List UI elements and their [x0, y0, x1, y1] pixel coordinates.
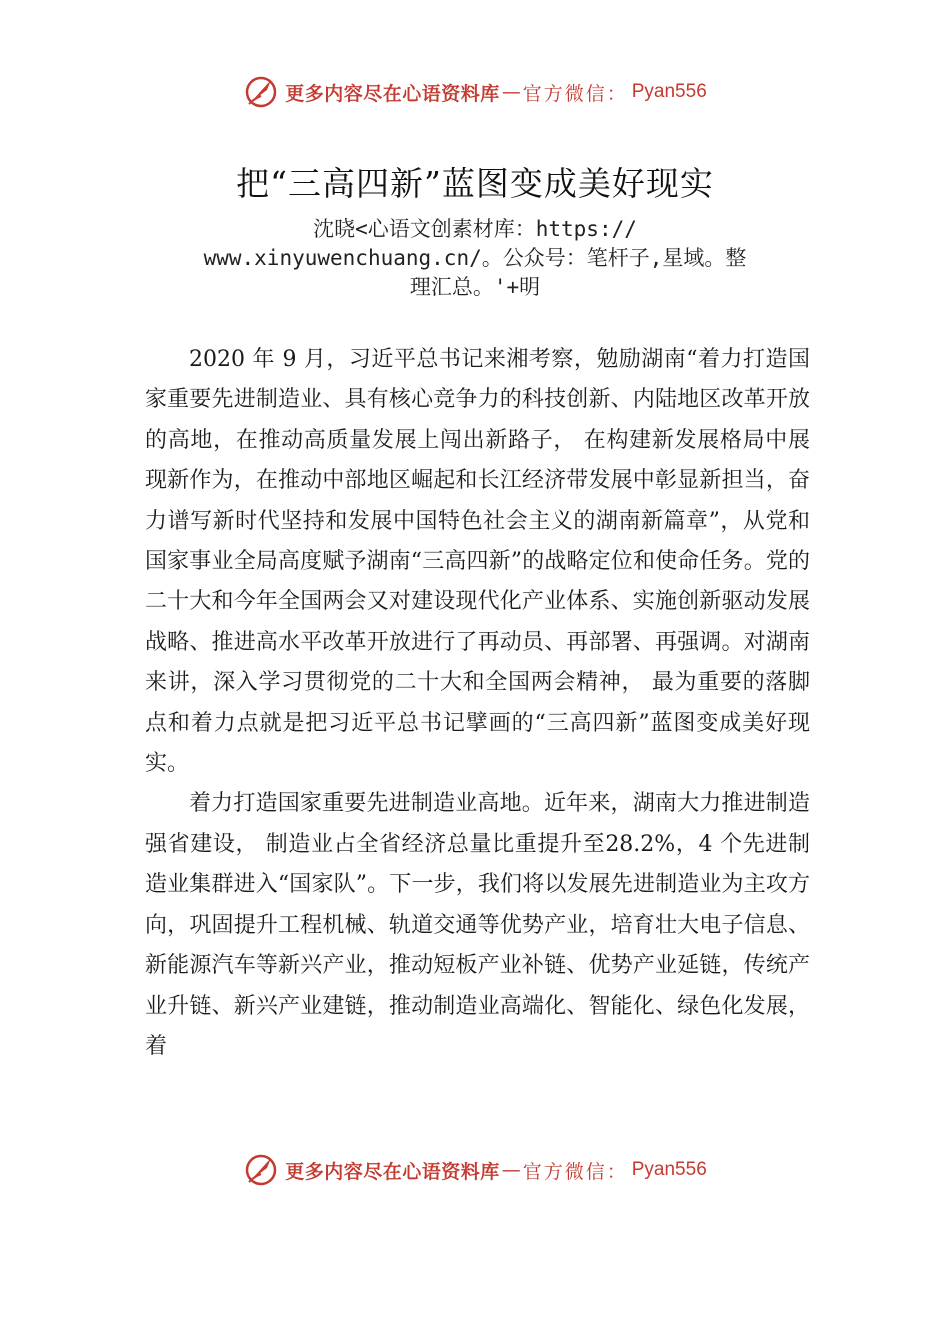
document-body: [145, 340, 810, 1067]
banner-text: 更多内容尽在心语资料库: [285, 82, 500, 105]
banner-dash: —: [501, 81, 521, 103]
banner-dash: —: [501, 1159, 521, 1181]
banner-wechat-label: 官方微信：: [522, 82, 628, 105]
banner-wechat-id: Pyan556: [631, 1159, 707, 1180]
banner-wechat-id: Pyan556: [631, 81, 707, 102]
author-line: 沈晓<心语文创素材库：https:// www.xinyuwenchuang.cn/。公众号：笔杆子,星域。整理汇总。'+明: [203, 217, 747, 299]
paragraph-1: 2020 年 9 月，习近平总书记来湘考察，勉励湖南“着力打造国家重要先进制造业、具有核心竞争力的科技创新、内陆地区改革开放的高地，在推动高质量发展上闯出新路子， 在构建新发展格局中展现新作为，在推动中部地区崛起和长江经济带发展中彰显新担当，奋力谱写新时代坚持和发展中国特色社会主义的湖南新篇章”，从党和国家事业全局高度赋予湖南“三高四新”的战略定位和使命任务。党的二十大和今年全国两会又对建设现代化产业体系、实施创新驱动发展战略、推进高水平改革开放进行了再动员、再部署、再强调。对湖南来讲，深入学习贯彻党的二十大和全国两会精神， 最为重要的落脚点和着力点就是把习近平总书记擘画的“三高四新”蓝图变成美好现实。: [145, 347, 810, 777]
footer-banner: [0, 1150, 950, 1190]
banner-text: 更多内容尽在心语资料库: [285, 1160, 500, 1183]
header-banner: [0, 72, 950, 112]
quill-pen-circle-icon: [243, 1152, 279, 1188]
paragraph-2: 着力打造国家重要先进制造业高地。近年来，湖南大力推进制造强省建设， 制造业占全省经济总量比重提升至28.2%，4 个先进制造业集群进入“国家队”。下一步，我们将以发展先进制造业为主攻方向，巩固提升工程机械、轨道交通等优势产业，培育壮大电子信息、新能源汽车等新兴产业，推动短板产业补链、优势产业延链，传统产业升链、新兴产业建链，推动制造业高端化、智能化、绿色化发展，着: [145, 791, 810, 1059]
quill-pen-circle-icon: [243, 74, 279, 110]
document-title: 把“三高四新”蓝图变成美好现实: [236, 164, 714, 203]
banner-wechat-label: 官方微信：: [522, 1160, 628, 1183]
